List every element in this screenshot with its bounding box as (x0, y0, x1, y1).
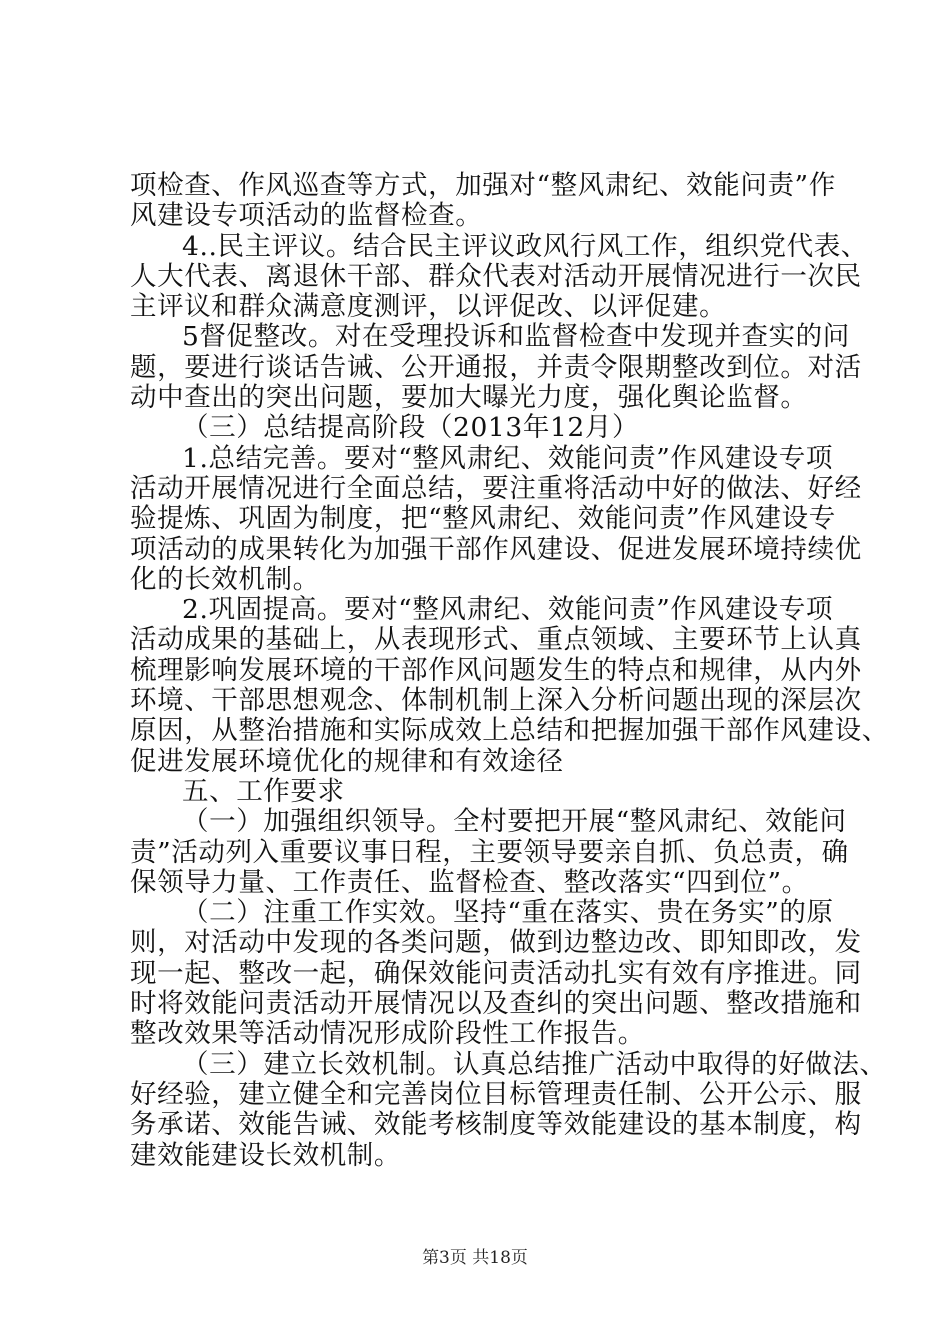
text-line: 五、工作要求 (182, 775, 345, 807)
text-line: 化的长效机制。 (130, 563, 320, 595)
text-line: 保领导力量、工作责任、监督检查、整改落实“四到位”。 (130, 866, 809, 898)
text-line: 风建设专项活动的监督检查。 (130, 200, 483, 232)
text-line: 环境、干部思想观念、体制机制上深入分析问题出现的深层次 (130, 685, 862, 717)
text-line: 5督促整改。对在受理投诉和监督检查中发现并查实的问 (182, 321, 850, 353)
text-line: 现一起、整改一起，确保效能问责活动扎实有效有序推进。同 (130, 957, 862, 989)
text-line: 动中查出的突出问题，要加大曝光力度，强化舆论监督。 (130, 382, 808, 414)
page-footer (0, 1243, 950, 1268)
text-line: （一）加强组织领导。全村要把开展“整风肃纪、效能问 (182, 806, 847, 838)
text-line: 2.巩固提高。要对“整风肃纪、效能问责”作风建设专项 (182, 594, 833, 626)
text-line: 活动成果的基础上，从表现形式、重点领域、主要环节上认真 (130, 624, 862, 656)
page-number-label: 第3页 共18页 (422, 1248, 528, 1268)
text-line: 整改效果等活动情况形成阶段性工作报告。 (130, 1018, 645, 1050)
text-line: 验提炼、巩固为制度，把“整风肃纪、效能问责”作风建设专 (130, 503, 836, 535)
text-line: 责”活动列入重要议事日程，主要领导要亲自抓、负总责，确 (130, 836, 849, 868)
text-line: 1.总结完善。要对“整风肃纪、效能问责”作风建设专项 (182, 442, 833, 474)
text-line: 建效能建设长效机制。 (130, 1139, 401, 1171)
text-line: 人大代表、离退休干部、群众代表对活动开展情况进行一次民 (130, 260, 862, 292)
text-line: 活动开展情况进行全面总结，要注重将活动中好的做法、好经 (130, 472, 862, 504)
text-line: （三）建立长效机制。认真总结推广活动中取得的好做法、 (182, 1048, 887, 1080)
text-line: （二）注重工作实效。坚持“重在落实、贵在务实”的原 (182, 897, 834, 929)
text-line: 促进发展环境优化的规律和有效途径 (130, 745, 564, 777)
text-line: 好经验，建立健全和完善岗位目标管理责任制、公开公示、服 (130, 1078, 862, 1110)
text-line: 4..民主评议。结合民主评议政风行风工作，组织党代表、 (182, 230, 868, 262)
text-line: 务承诺、效能告诫、效能考核制度等效能建设的基本制度，构 (130, 1109, 862, 1141)
text-line: 梳理影响发展环境的干部作风问题发生的特点和规律，从内外 (130, 654, 862, 686)
text-line: 则，对活动中发现的各类问题，做到边整边改、即知即改，发 (130, 927, 862, 959)
text-line: 时将效能问责活动开展情况以及查纠的突出问题、整改措施和 (130, 988, 862, 1020)
text-line: 主评议和群众满意度测评，以评促改、以评促建。 (130, 291, 727, 323)
document-body (130, 170, 889, 1171)
text-line: 原因，从整治措施和实际成效上总结和把握加强干部作风建设、 (130, 715, 889, 747)
text-line: 项活动的成果转化为加强干部作风建设、促进发展环境持续优 (130, 533, 862, 565)
text-line: （三）总结提高阶段（2013年12月） (182, 412, 640, 444)
text-line: 题，要进行谈话告诫、公开通报，并责令限期整改到位。对活 (130, 351, 862, 383)
text-line: 项检查、作风巡查等方式，加强对“整风肃纪、效能问责”作 (130, 170, 836, 201)
